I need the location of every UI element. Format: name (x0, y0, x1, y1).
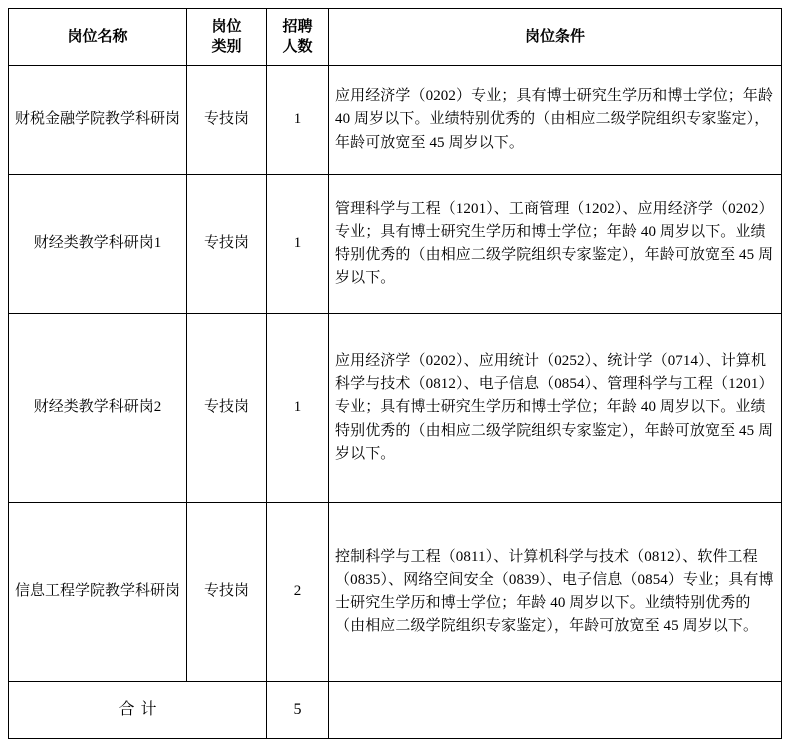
column-header-requirements-line1: 岗位条件 (524, 28, 585, 45)
table-row (9, 314, 782, 503)
cell-headcount: 2 (267, 503, 329, 682)
column-header-headcount-line1: 招聘 (282, 18, 313, 35)
cell-requirements: 应用经济学（0202）专业；具有博士研究生学历和博士学位；年龄 40 周岁以下。业绩特别优秀的（由相应二级学院组织专家鉴定），年龄可放宽至 45 周岁以下。 (329, 66, 782, 175)
total-label: 合计 (9, 682, 267, 739)
column-header-position-type (187, 9, 267, 66)
total-requirements-empty (329, 682, 782, 739)
total-headcount: 5 (267, 682, 329, 739)
cell-position-type: 专技岗 (187, 66, 267, 175)
cell-requirements: 应用经济学（0202）、应用统计（0252）、统计学（0714）、计算机科学与技术（0812）、电子信息（0854）、管理科学与工程（1201）专业；具有博士研究生学历和博士学位；年龄 40 周岁以下。业绩特别优秀的（由相应二级学院组织专家鉴定），年龄可放宽至 45 周岁以下。 (329, 314, 782, 503)
column-header-position-type-line2: 类别 (211, 39, 242, 55)
table-total-row (9, 682, 782, 739)
cell-headcount: 1 (267, 314, 329, 503)
recruitment-table (8, 8, 782, 739)
cell-position-type: 专技岗 (187, 175, 267, 314)
cell-position-name: 财经类教学科研岗1 (9, 175, 187, 314)
column-header-position-name-line1: 岗位名称 (67, 28, 128, 45)
cell-position-name: 财税金融学院教学科研岗 (9, 66, 187, 175)
table-row (9, 175, 782, 314)
cell-headcount: 1 (267, 66, 329, 175)
table-header (9, 9, 782, 66)
cell-position-type: 专技岗 (187, 503, 267, 682)
cell-position-type: 专技岗 (187, 314, 267, 503)
cell-requirements: 管理科学与工程（1201）、工商管理（1202）、应用经济学（0202）专业；具有博士研究生学历和博士学位；年龄 40 周岁以下。业绩特别优秀的（由相应二级学院组织专家鉴定），年龄可放宽至 45 周岁以下。 (329, 175, 782, 314)
column-header-position-type-line1: 岗位 (211, 18, 242, 35)
table-body (9, 66, 782, 739)
column-header-position-name (9, 9, 187, 66)
table-row (9, 66, 782, 175)
column-header-headcount (267, 9, 329, 66)
column-header-requirements (329, 9, 782, 66)
column-header-headcount-line2: 人数 (282, 39, 313, 55)
cell-headcount: 1 (267, 175, 329, 314)
cell-position-name: 信息工程学院教学科研岗 (9, 503, 187, 682)
table-row (9, 503, 782, 682)
cell-position-name: 财经类教学科研岗2 (9, 314, 187, 503)
header-row (9, 9, 782, 66)
cell-requirements: 控制科学与工程（0811）、计算机科学与技术（0812）、软件工程（0835）、网络空间安全（0839）、电子信息（0854）专业；具有博士研究生学历和博士学位；年龄 40 周岁以下。业绩特别优秀的（由相应二级学院组织专家鉴定），年龄可放宽至 45 周岁以下。 (329, 503, 782, 682)
